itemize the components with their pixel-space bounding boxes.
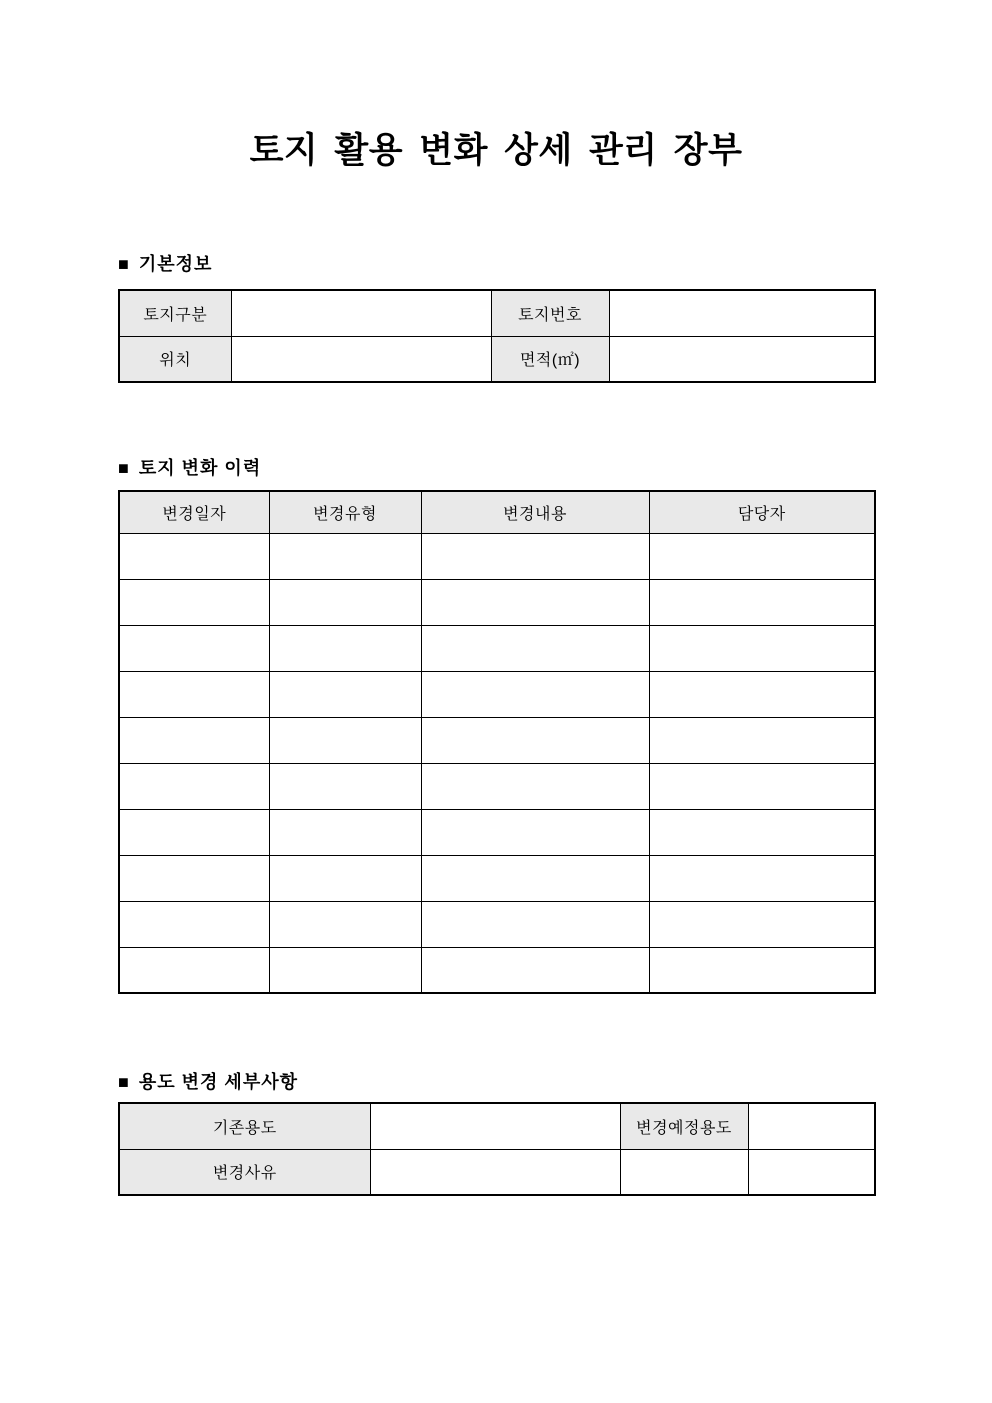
basic-info-row [119, 336, 875, 382]
history-cell[interactable] [269, 947, 421, 993]
history-cell[interactable] [269, 579, 421, 625]
history-row [119, 671, 875, 717]
history-col-change-content: 변경내용 [421, 491, 649, 533]
history-cell[interactable] [119, 671, 269, 717]
history-row [119, 855, 875, 901]
history-cell[interactable] [421, 625, 649, 671]
location-label: 위치 [119, 336, 231, 382]
history-row [119, 947, 875, 993]
basic-info-table [118, 289, 876, 383]
area-label: 면적(㎡) [491, 336, 609, 382]
usage-empty-cell[interactable] [620, 1149, 748, 1195]
usage-empty-cell[interactable] [748, 1149, 875, 1195]
current-usage-label: 기존용도 [119, 1103, 370, 1149]
history-cell[interactable] [119, 717, 269, 763]
history-cell[interactable] [649, 625, 875, 671]
usage-change-row [119, 1149, 875, 1195]
history-cell[interactable] [649, 901, 875, 947]
history-cell[interactable] [421, 947, 649, 993]
history-col-change-type: 변경유형 [269, 491, 421, 533]
history-cell[interactable] [421, 579, 649, 625]
history-cell[interactable] [421, 809, 649, 855]
history-cell[interactable] [269, 855, 421, 901]
land-number-label: 토지번호 [491, 290, 609, 336]
history-cell[interactable] [119, 855, 269, 901]
usage-change-table [118, 1102, 876, 1196]
history-cell[interactable] [649, 533, 875, 579]
history-cell[interactable] [269, 671, 421, 717]
history-cell[interactable] [649, 671, 875, 717]
land-number-value[interactable] [609, 290, 875, 336]
history-cell[interactable] [119, 625, 269, 671]
square-bullet-icon: ■ [118, 1072, 130, 1092]
history-cell[interactable] [119, 533, 269, 579]
history-cell[interactable] [649, 717, 875, 763]
history-row [119, 763, 875, 809]
basic-info-heading-text: 기본정보 [138, 254, 213, 274]
history-cell[interactable] [421, 717, 649, 763]
history-cell[interactable] [421, 533, 649, 579]
history-cell[interactable] [649, 947, 875, 993]
history-cell[interactable] [269, 533, 421, 579]
square-bullet-icon: ■ [118, 254, 130, 274]
land-type-value[interactable] [231, 290, 491, 336]
usage-change-heading [118, 1071, 874, 1093]
change-history-table [118, 490, 876, 994]
document-title: 토지 활용 변화 상세 관리 장부 [249, 131, 743, 170]
basic-info-row [119, 290, 875, 336]
history-cell[interactable] [269, 763, 421, 809]
history-cell[interactable] [269, 901, 421, 947]
history-cell[interactable] [119, 809, 269, 855]
usage-change-heading-text: 용도 변경 세부사항 [138, 1072, 298, 1092]
history-cell[interactable] [119, 763, 269, 809]
planned-usage-label: 변경예정용도 [620, 1103, 748, 1149]
history-col-person-in-charge: 담당자 [649, 491, 875, 533]
history-cell[interactable] [119, 901, 269, 947]
square-bullet-icon: ■ [118, 458, 130, 478]
change-reason-label: 변경사유 [119, 1149, 370, 1195]
history-cell[interactable] [269, 625, 421, 671]
history-cell[interactable] [421, 901, 649, 947]
history-col-change-date: 변경일자 [119, 491, 269, 533]
history-cell[interactable] [421, 671, 649, 717]
history-row [119, 579, 875, 625]
history-cell[interactable] [649, 809, 875, 855]
history-cell[interactable] [421, 763, 649, 809]
history-cell[interactable] [421, 855, 649, 901]
history-body [119, 533, 875, 993]
history-cell[interactable] [269, 717, 421, 763]
planned-usage-value[interactable] [748, 1103, 875, 1149]
location-value[interactable] [231, 336, 491, 382]
land-type-label: 토지구분 [119, 290, 231, 336]
change-reason-value[interactable] [370, 1149, 620, 1195]
history-cell[interactable] [649, 855, 875, 901]
history-header-row [119, 491, 875, 533]
history-cell[interactable] [649, 579, 875, 625]
history-cell[interactable] [119, 947, 269, 993]
history-cell[interactable] [649, 763, 875, 809]
history-row [119, 533, 875, 579]
basic-info-heading [118, 253, 874, 275]
history-cell[interactable] [269, 809, 421, 855]
current-usage-value[interactable] [370, 1103, 620, 1149]
history-cell[interactable] [119, 579, 269, 625]
usage-change-row [119, 1103, 875, 1149]
history-row [119, 901, 875, 947]
history-row [119, 625, 875, 671]
history-row [119, 809, 875, 855]
change-history-heading-text: 토지 변화 이력 [138, 458, 262, 478]
area-value[interactable] [609, 336, 875, 382]
change-history-heading [118, 457, 874, 479]
history-row [119, 717, 875, 763]
